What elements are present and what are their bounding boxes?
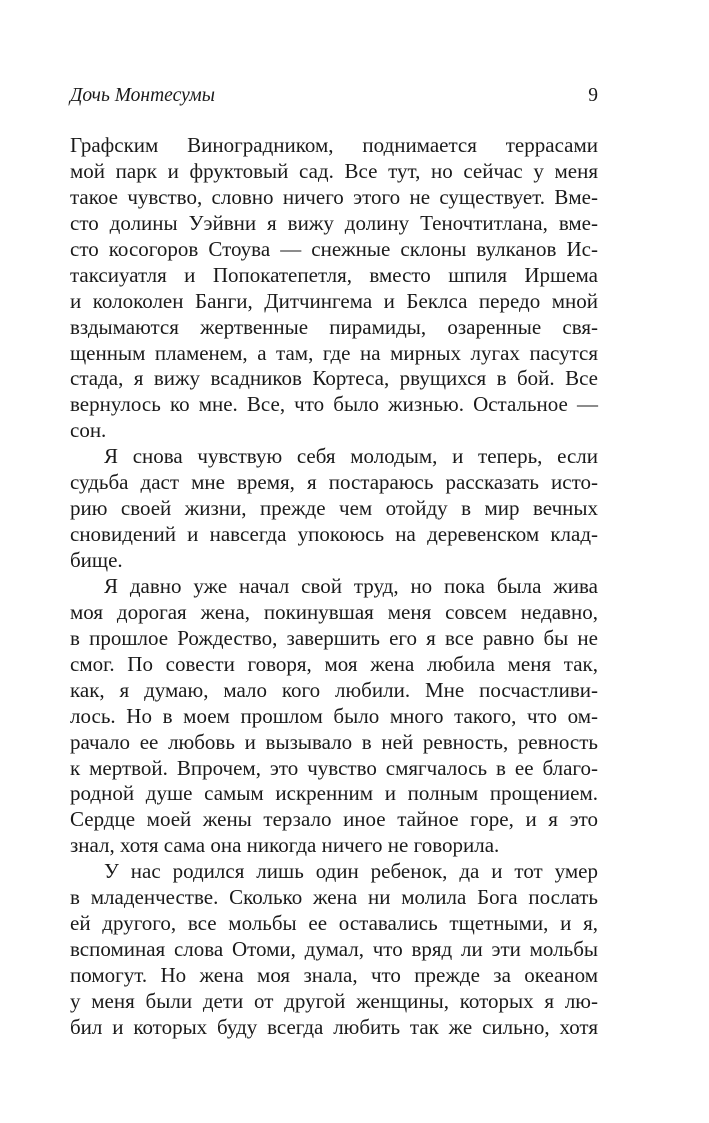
text-line: Графским Виноградником, поднимается террасами xyxy=(70,133,598,157)
text-line: такое чувство, словно ничего этого не существует. Вме- xyxy=(70,184,598,209)
text-line: в прошлое Рождество, завершить его я все равно бы не xyxy=(70,625,598,650)
text-line: родной душе самым искренним и полным прощением. xyxy=(70,781,598,806)
text-line: таксиуатля и Попокатепетля, вместо шпиля Иршема xyxy=(70,262,598,287)
page-number: 9 xyxy=(588,85,598,106)
text-line: в младенчестве. Сколько жена ни молила Бога послать xyxy=(70,885,598,910)
text-line: моя дорогая жена, покинувшая меня совсем недавно, xyxy=(70,599,598,624)
running-header xyxy=(70,83,598,109)
text-line: к мертвой. Впрочем, это чувство смягчалось в ее благо- xyxy=(70,755,598,780)
text-line: судьба даст мне время, я постараюсь рассказать исто- xyxy=(70,470,598,495)
text-line: сто косогоров Стоува — снежные склоны вулканов Ис- xyxy=(70,236,598,261)
text-line: помогут. Но жена моя знала, что прежде за океаном xyxy=(70,963,598,987)
text-line: как, я думаю, мало кого любили. Мне посчастливи- xyxy=(70,677,598,702)
paragraph-first-line: Я давно уже начал свой труд, но пока была жива xyxy=(104,573,598,598)
text-line: сновидений и навсегда упокоюсь на деревенском клад- xyxy=(70,522,598,547)
text-line: рачало ее любовь и вызывало в ней ревность, ревность xyxy=(70,729,598,754)
book-title: Дочь Монтесумы xyxy=(70,85,215,106)
text-line: сто долины Уэйвни я вижу долину Теночтитлана, вме- xyxy=(70,210,598,235)
text-line: лось. Но в моем прошлом было много такого, что ом- xyxy=(70,703,598,728)
text-line: вспоминая слова Отоми, думал, что вряд ли эти мольбы xyxy=(70,937,598,962)
text-line: знал, хотя сама она никогда ничего не говорила. xyxy=(70,833,500,858)
paragraph-first-line: Я снова чувствую себя молодым, и теперь, если xyxy=(104,444,598,469)
body-text xyxy=(70,133,598,1041)
text-line: бил и которых буду всегда любить так же сильно, хотя xyxy=(70,1014,598,1039)
text-line: смог. По совести говоря, моя жена любила меня так, xyxy=(70,651,598,676)
text-line: ей другого, все мольбы ее оставались тщетными, и я, xyxy=(70,911,598,936)
paragraph-first-line: У нас родился лишь один ребенок, да и тот умер xyxy=(104,859,598,884)
text-line: мой парк и фруктовый сад. Все тут, но сейчас у меня xyxy=(70,158,598,183)
text-line: вернулось ко мне. Все, что было жизнью. Остальное — xyxy=(70,392,598,417)
text-line: сон. xyxy=(70,418,107,443)
text-line: и колоколен Банги, Дитчингема и Беклса передо мной xyxy=(70,288,598,313)
text-line: щенным пламенем, а там, где на мирных лугах пасутся xyxy=(70,340,598,365)
text-line: рию своей жизни, прежде чем отойду в мир вечных xyxy=(70,496,598,521)
text-line: стада, я вижу всадников Кортеса, рвущихся в бой. Все xyxy=(70,366,598,391)
text-line: вздымаются жертвенные пирамиды, озаренные свя- xyxy=(70,314,598,339)
text-line: бище. xyxy=(70,548,123,572)
text-line: Сердце моей жены терзало иное тайное горе, и я это xyxy=(70,807,598,832)
text-line: у меня были дети от другой женщины, которых я лю- xyxy=(70,988,598,1013)
